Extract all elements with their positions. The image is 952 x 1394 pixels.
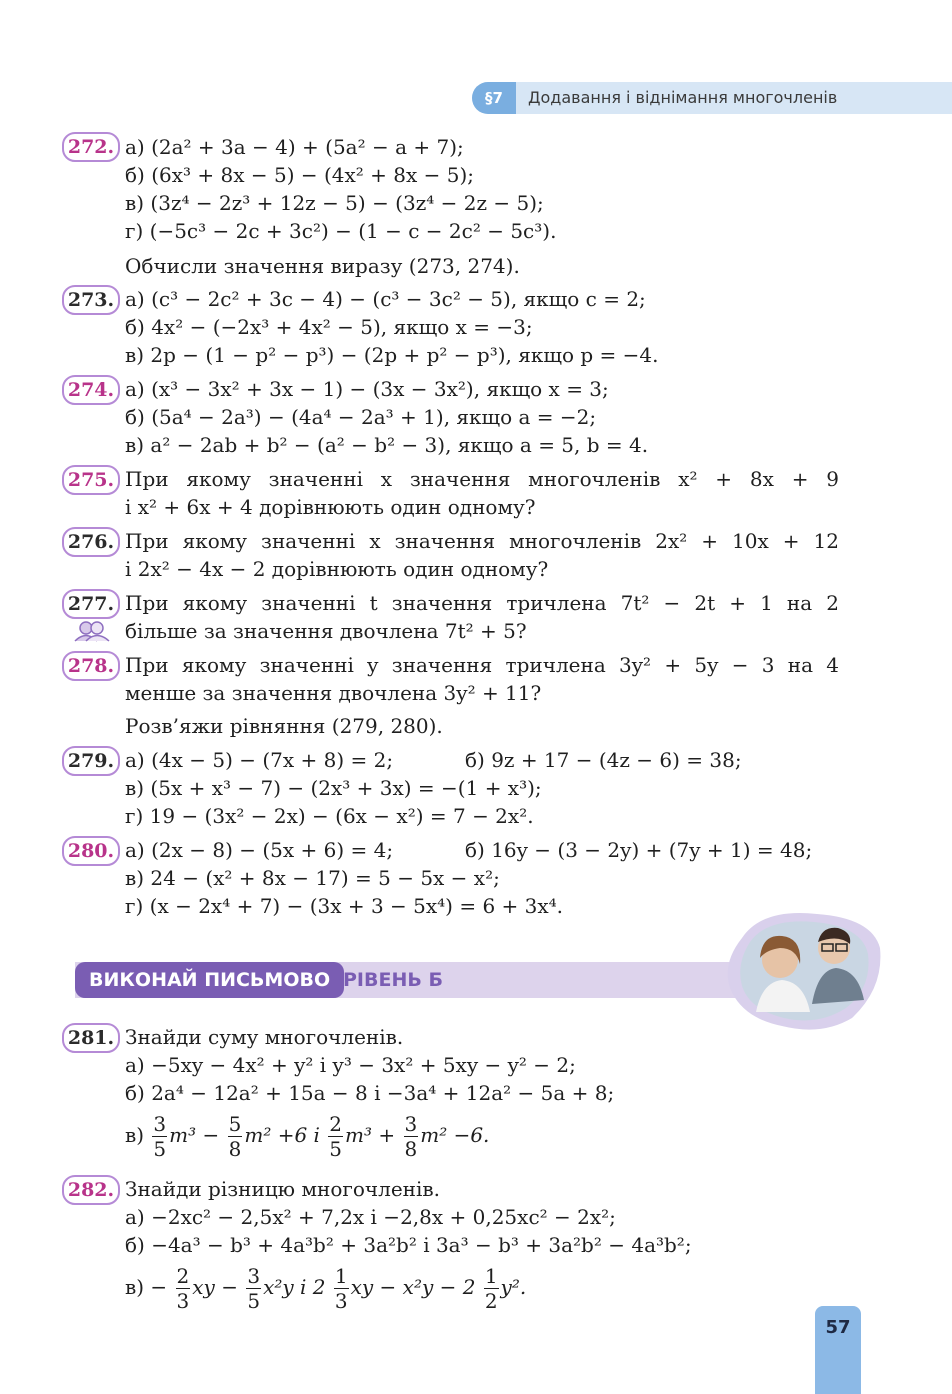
ex282-title: Знайди різницю многочленів. <box>125 1177 440 1201</box>
term: xy − <box>192 1275 238 1299</box>
ex274-c: в) a² − 2ab + b² − (a² − b² − 3), якщо a = 5, b = 4. <box>125 433 649 457</box>
term: y². <box>500 1275 527 1299</box>
page-number: 57 <box>815 1306 861 1394</box>
exercise-number-275: 275. <box>62 465 120 495</box>
ex280-a: а) (2x − 8) − (5x + 6) = 4; <box>125 838 394 862</box>
ex278-line1: При якому значенні y значення тричлена 3y² + 5y − 3 на 4 <box>125 653 839 677</box>
ex281-c-label: в) <box>125 1123 145 1147</box>
ex277-line1: При якому значенні t значення тричлена 7t² − 2t + 1 на 2 <box>125 591 839 615</box>
ex281-title: Знайди суму многочленів. <box>125 1025 404 1049</box>
term: m² −6. <box>420 1123 490 1147</box>
exercise-number-273: 273. <box>62 285 120 315</box>
ex273-a: а) (c³ − 2c² + 3c − 4) − (c³ − 3c² − 5), якщо c = 2; <box>125 287 646 311</box>
term: m³ + <box>345 1123 396 1147</box>
fraction: $\frac{3}{8}$ <box>404 1112 418 1161</box>
ex282-a: а) −2xc² − 2,5x² + 7,2x і −2,8x + 0,25xc² − 2x²; <box>125 1205 616 1229</box>
ex272-b: б) (6x³ + 8x − 5) − (4x² + 8x − 5); <box>125 163 475 187</box>
group-work-icon <box>72 620 112 642</box>
ex277-line2: більше за значення двочлена 7t² + 5? <box>125 619 527 643</box>
exercise-number-282: 282. <box>62 1175 120 1205</box>
term: m² +6 і <box>244 1123 320 1147</box>
students-photo <box>722 908 884 1032</box>
ex273-c: в) 2p − (1 − p² − p³) − (2p + p² − p³), якщо p = −4. <box>125 343 659 367</box>
ex282-b: б) −4a³ − b³ + 4a³b² + 3a²b² і 3a³ − b³ + 3a²b² − 4a³b²; <box>125 1233 692 1257</box>
ex280-d: г) (x − 2x⁴ + 7) − (3x + 3 − 5x⁴) = 6 + 3x⁴. <box>125 894 564 918</box>
section-title: Додавання і віднімання многочленів <box>528 88 838 107</box>
ex276-line2: і 2x² − 4x − 2 дорівнюють один одному? <box>125 557 549 581</box>
ex280-b: б) 16y − (3 − 2y) + (7y + 1) = 48; <box>465 838 813 862</box>
fraction: $\frac{1}{3}$ <box>334 1264 348 1313</box>
exercise-number-278: 278. <box>62 651 120 681</box>
fraction: $\frac{3}{5}$ <box>153 1112 167 1161</box>
ex281-c <box>125 1110 489 1161</box>
ex279-b: б) 9z + 17 − (4z − 6) = 38; <box>465 748 742 772</box>
fraction: $\frac{1}{2}$ <box>484 1264 498 1313</box>
ex282-c <box>125 1262 526 1313</box>
ex274-a: а) (x³ − 3x² + 3x − 1) − (3x − 3x²), якщо x = 3; <box>125 377 609 401</box>
ex282-c-label: в) − <box>125 1275 168 1299</box>
exercise-number-280: 280. <box>62 836 120 866</box>
banner-level-label: РІВЕНЬ Б <box>343 969 443 991</box>
exercise-number-276: 276. <box>62 527 120 557</box>
exercise-number-277: 277. <box>62 589 120 619</box>
exercise-number-281: 281. <box>62 1023 120 1053</box>
banner-write-label: ВИКОНАЙ ПИСЬМОВО <box>75 962 344 998</box>
ex272-d: г) (−5c³ − 2c + 3c²) − (1 − c − 2c² − 5c³). <box>125 219 557 243</box>
ex272-a: а) (2a² + 3a − 4) + (5a² − a + 7); <box>125 135 464 159</box>
ex272-c: в) (3z⁴ − 2z³ + 12z − 5) − (3z⁴ − 2z − 5); <box>125 191 544 215</box>
fraction: $\frac{3}{5}$ <box>247 1264 261 1313</box>
ex279-a: а) (4x − 5) − (7x + 8) = 2; <box>125 748 394 772</box>
ex275-line1: При якому значенні x значення многочленів x² + 8x + 9 <box>125 467 839 491</box>
level-banner <box>75 962 755 998</box>
ex281-b: б) 2a⁴ − 12a² + 15a − 8 і −3a⁴ + 12a² − 5a + 8; <box>125 1081 615 1105</box>
ex275-line2: і x² + 6x + 4 дорівнюють один одному? <box>125 495 536 519</box>
section-badge: §7 <box>472 82 516 114</box>
intro-273-274: Обчисли значення виразу (273, 274). <box>125 254 520 278</box>
term: xy − x²y − 2 <box>350 1275 476 1299</box>
fraction: $\frac{2}{5}$ <box>329 1112 343 1161</box>
term: m³ − <box>169 1123 220 1147</box>
ex274-b: б) (5a⁴ − 2a³) − (4a⁴ − 2a³ + 1), якщо a = −2; <box>125 405 597 429</box>
ex280-c: в) 24 − (x² + 8x − 17) = 5 − 5x − x²; <box>125 866 500 890</box>
fraction: $\frac{2}{3}$ <box>176 1264 190 1313</box>
fraction: $\frac{5}{8}$ <box>228 1112 242 1161</box>
exercise-number-274: 274. <box>62 375 120 405</box>
intro-279-280: Розв’яжи рівняння (279, 280). <box>125 714 443 738</box>
exercise-number-272: 272. <box>62 132 120 162</box>
term: x²y і 2 <box>263 1275 326 1299</box>
running-header <box>472 82 952 114</box>
ex281-a: а) −5xy − 4x² + y² і y³ − 3x² + 5xy − y² − 2; <box>125 1053 576 1077</box>
exercise-number-279: 279. <box>62 746 120 776</box>
ex276-line1: При якому значенні x значення многочленів 2x² + 10x + 12 <box>125 529 839 553</box>
ex279-c: в) (5x + x³ − 7) − (2x³ + 3x) = −(1 + x³); <box>125 776 542 800</box>
ex273-b: б) 4x² − (−2x³ + 4x² − 5), якщо x = −3; <box>125 315 533 339</box>
ex279-d: г) 19 − (3x² − 2x) − (6x − x²) = 7 − 2x². <box>125 804 534 828</box>
ex278-line2: менше за значення двочлена 3y² + 11? <box>125 681 542 705</box>
